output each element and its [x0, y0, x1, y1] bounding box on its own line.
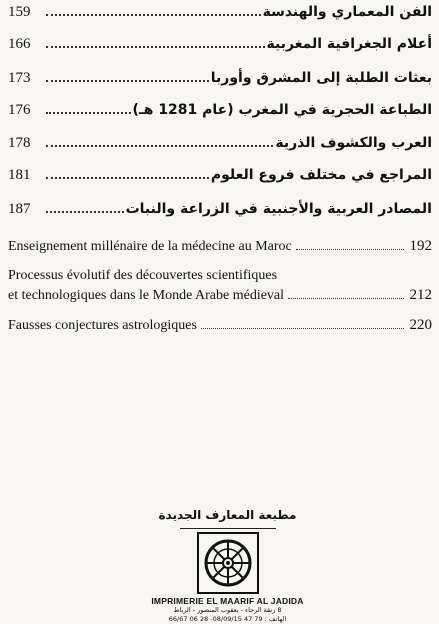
entry-title: الطباعة الحجرية في المغرب (عام 1281 هـ)	[132, 102, 432, 118]
entry-title-line: Processus évolutif des découvertes scientifiques	[8, 268, 278, 283]
dot-leader	[46, 4, 261, 16]
printer-french-name: IMPRIMERIE EL MAARIF AL JADIDA	[151, 596, 304, 606]
page-number: 220	[409, 317, 432, 333]
dot-leader	[201, 318, 404, 329]
divider	[180, 528, 276, 529]
printer-address: 8 زنقة الرحاء - يعقوب المنصور - الرباط	[173, 606, 282, 614]
dot-leader	[296, 239, 404, 250]
dot-leader	[46, 102, 131, 114]
toc-entry	[8, 36, 432, 58]
page-number: 192	[409, 238, 432, 254]
toc-entry	[8, 238, 432, 255]
dot-leader	[46, 167, 209, 179]
entry-title: Enseignement millénaire de la médecine au Maroc	[8, 239, 292, 254]
page-number: 166	[8, 36, 31, 52]
toc-entry	[8, 135, 432, 157]
entry-title: العرب والكشوف الذرية	[275, 135, 432, 151]
toc-entry	[8, 287, 432, 304]
printer-colophon	[140, 508, 315, 623]
toc-entry	[8, 70, 432, 92]
entry-title: المراجع في مختلف فروع العلوم	[210, 167, 432, 183]
page-number: 176	[8, 102, 31, 118]
entry-title: بعثات الطلبة إلى المشرق وأوربا	[210, 70, 432, 86]
printer-phone: الهاتف : 79 47 08/09/15- 28 06 66/67	[168, 615, 287, 623]
entry-title: Fausses conjectures astrologiques	[8, 318, 197, 333]
dot-leader	[46, 201, 124, 213]
dot-leader	[46, 36, 265, 48]
dot-leader	[46, 135, 273, 147]
printer-logo	[197, 532, 259, 594]
entry-title: أعلام الجغرافية المغربية	[266, 36, 432, 52]
page-number: 187	[8, 201, 31, 217]
entry-title: المصادر العربية والأجنبية في الزراعة والنبات	[125, 201, 432, 217]
toc-entry	[8, 167, 432, 189]
page-number: 173	[8, 70, 31, 86]
dot-leader	[288, 288, 403, 299]
page-number: 159	[8, 4, 31, 20]
entry-title: et technologiques dans le Monde Arabe médieval	[8, 288, 285, 303]
toc-entry	[8, 102, 432, 124]
entry-title: الفن المعماري والهندسة	[262, 4, 432, 20]
toc-entry	[8, 317, 432, 334]
toc-entry	[8, 4, 432, 26]
page-number: 178	[8, 135, 31, 151]
printer-arabic-name: مطبعة المعارف الجديدة	[158, 508, 297, 522]
page-number: 212	[409, 287, 432, 303]
dot-leader	[46, 70, 209, 82]
toc-entry	[8, 201, 432, 223]
page-number: 181	[8, 167, 31, 183]
